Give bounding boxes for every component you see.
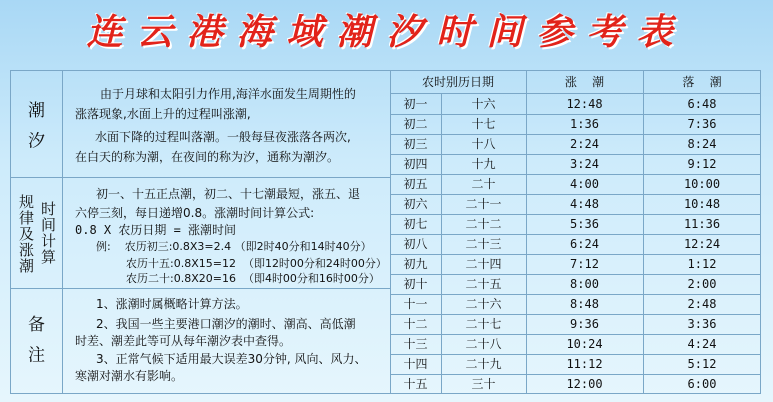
lunar-day-first: 初三 [403, 137, 428, 151]
ebb-time: 1:12 [687, 257, 717, 271]
table-row [0, 375, 773, 393]
rule-line: 0.8 X 农历日期 = 涨潮时间 [75, 223, 237, 237]
flood-time: 4:00 [570, 177, 599, 191]
ebb-time: 3:36 [687, 317, 717, 331]
section-label-tide: 潮 汐 [24, 101, 44, 153]
flood-time: 6:24 [570, 237, 599, 251]
lunar-day-first: 初二 [403, 117, 428, 131]
lunar-day-first: 初四 [403, 157, 428, 171]
lunar-day-first: 初一 [403, 97, 428, 111]
ebb-time: 2:00 [687, 277, 717, 291]
table-row [0, 315, 773, 333]
note-line: 时差、潮差此等可从每年潮汐表中查得。 [75, 334, 292, 348]
flood-time: 1:36 [570, 117, 599, 131]
table-row [0, 135, 773, 153]
lunar-day-second: 二十三 [465, 237, 502, 251]
lunar-day-second: 二十六 [465, 297, 502, 311]
table-row [0, 355, 773, 373]
lunar-day-second: 二十五 [465, 277, 502, 291]
note-line: 2、我国一些主要港口潮汐的潮时、潮高、高低潮 [96, 317, 356, 331]
lunar-day-first: 初六 [403, 197, 428, 211]
table-row [0, 335, 773, 353]
flood-time: 5:36 [570, 217, 599, 231]
ebb-time: 10:00 [683, 177, 721, 191]
flood-time: 9:36 [570, 317, 599, 331]
flood-time: 8:48 [570, 297, 599, 311]
table-row [0, 295, 773, 313]
rule-line: 农历十五:0.8X15=12 （即12时00分和24时00分） [126, 257, 387, 270]
lunar-day-first: 十四 [403, 357, 428, 371]
lunar-day-first: 十一 [403, 297, 428, 311]
flood-time: 12:48 [566, 97, 603, 111]
ebb-time: 8:24 [687, 137, 717, 151]
ebb-time: 6:00 [687, 377, 717, 391]
table-header-ebb: 落 潮 [682, 75, 722, 89]
lunar-day-second: 十七 [471, 117, 496, 131]
lunar-day-second: 二十 [471, 177, 496, 191]
ebb-time: 6:48 [687, 97, 717, 111]
lunar-day-first: 初七 [403, 217, 428, 231]
ebb-time: 12:24 [683, 237, 721, 251]
divider [390, 93, 761, 94]
lunar-day-second: 十八 [471, 137, 496, 151]
table-row [0, 155, 773, 173]
lunar-day-second: 二十七 [465, 317, 502, 331]
lunar-day-second: 二十九 [465, 357, 502, 371]
flood-time: 8:00 [570, 277, 599, 291]
table-header-flood: 涨 潮 [564, 75, 605, 89]
flood-time: 3:24 [570, 157, 599, 171]
table-row [0, 175, 773, 193]
flood-time: 7:12 [570, 257, 599, 271]
table-row [0, 95, 773, 113]
lunar-day-first: 初八 [403, 237, 428, 251]
lunar-day-first: 初五 [403, 177, 428, 191]
table-row [0, 235, 773, 253]
flood-time: 4:48 [570, 197, 599, 211]
note-line: 3、正常气候下适用最大误差30分钟, 风向、风力、 [96, 352, 367, 366]
flood-time: 12:00 [566, 377, 603, 391]
rule-line: 六停三刻，每日递增0.8。涨潮时间计算公式: [75, 206, 315, 220]
tide-line: 涨落现象,水面上升的过程叫涨潮, [75, 107, 251, 121]
ebb-time: 11:36 [683, 217, 721, 231]
table-row [0, 275, 773, 293]
lunar-day-second: 二十一 [465, 197, 502, 211]
section-label-note: 备 注 [24, 315, 44, 367]
table-row [0, 255, 773, 273]
ebb-time: 2:48 [687, 297, 717, 311]
flood-time: 11:12 [566, 357, 603, 371]
flood-time: 2:24 [570, 137, 599, 151]
ebb-time: 4:24 [687, 337, 717, 351]
table-row [0, 215, 773, 233]
rule-line: 农历二十:0.8X20=16 （即4时00分和16时00分） [126, 272, 380, 285]
section-label-rule-sub: 时间计算 [39, 201, 57, 265]
lunar-day-second: 十六 [471, 97, 496, 111]
ebb-time: 9:12 [687, 157, 717, 171]
lunar-day-first: 初十 [403, 277, 428, 291]
note-line: 寒潮对潮水有影响。 [75, 369, 184, 383]
lunar-day-second: 十九 [471, 157, 496, 171]
lunar-day-second: 三十 [471, 377, 496, 391]
tide-line: 在白天的称为潮，在夜间的称为汐，通称为潮汐。 [75, 150, 340, 164]
tide-line: 水面下降的过程叫落潮。一般每昼夜涨落各两次, [95, 130, 351, 144]
ebb-time: 10:48 [683, 197, 721, 211]
lunar-day-second: 二十二 [465, 217, 502, 231]
page-title: 连云港海域潮汐时间参考表 [86, 11, 687, 53]
ebb-time: 7:36 [687, 117, 717, 131]
table-row [0, 195, 773, 213]
lunar-day-second: 二十八 [465, 337, 502, 351]
flood-time: 10:24 [566, 337, 603, 351]
rule-line: 例: 农历初三:0.8X3=2.4 （即2时40分和14时40分） [96, 240, 372, 253]
lunar-day-first: 十五 [403, 377, 428, 391]
section-label-rule: 规律及涨潮 [17, 193, 35, 274]
table-row [0, 115, 773, 133]
lunar-day-first: 十三 [403, 337, 428, 351]
lunar-day-second: 二十四 [465, 257, 502, 271]
ebb-time: 5:12 [687, 357, 717, 371]
rule-line: 初一、十五正点潮，初二、十七潮最短，涨五、退 [96, 187, 361, 201]
note-line: 1、涨潮时属概略计算方法。 [96, 297, 248, 311]
lunar-day-first: 十二 [403, 317, 428, 331]
lunar-day-first: 初九 [403, 257, 428, 271]
tide-line: 由于月球和太阳引力作用,海洋水面发生周期性的 [100, 87, 356, 101]
table-header-date: 农时别历日期 [421, 75, 494, 89]
